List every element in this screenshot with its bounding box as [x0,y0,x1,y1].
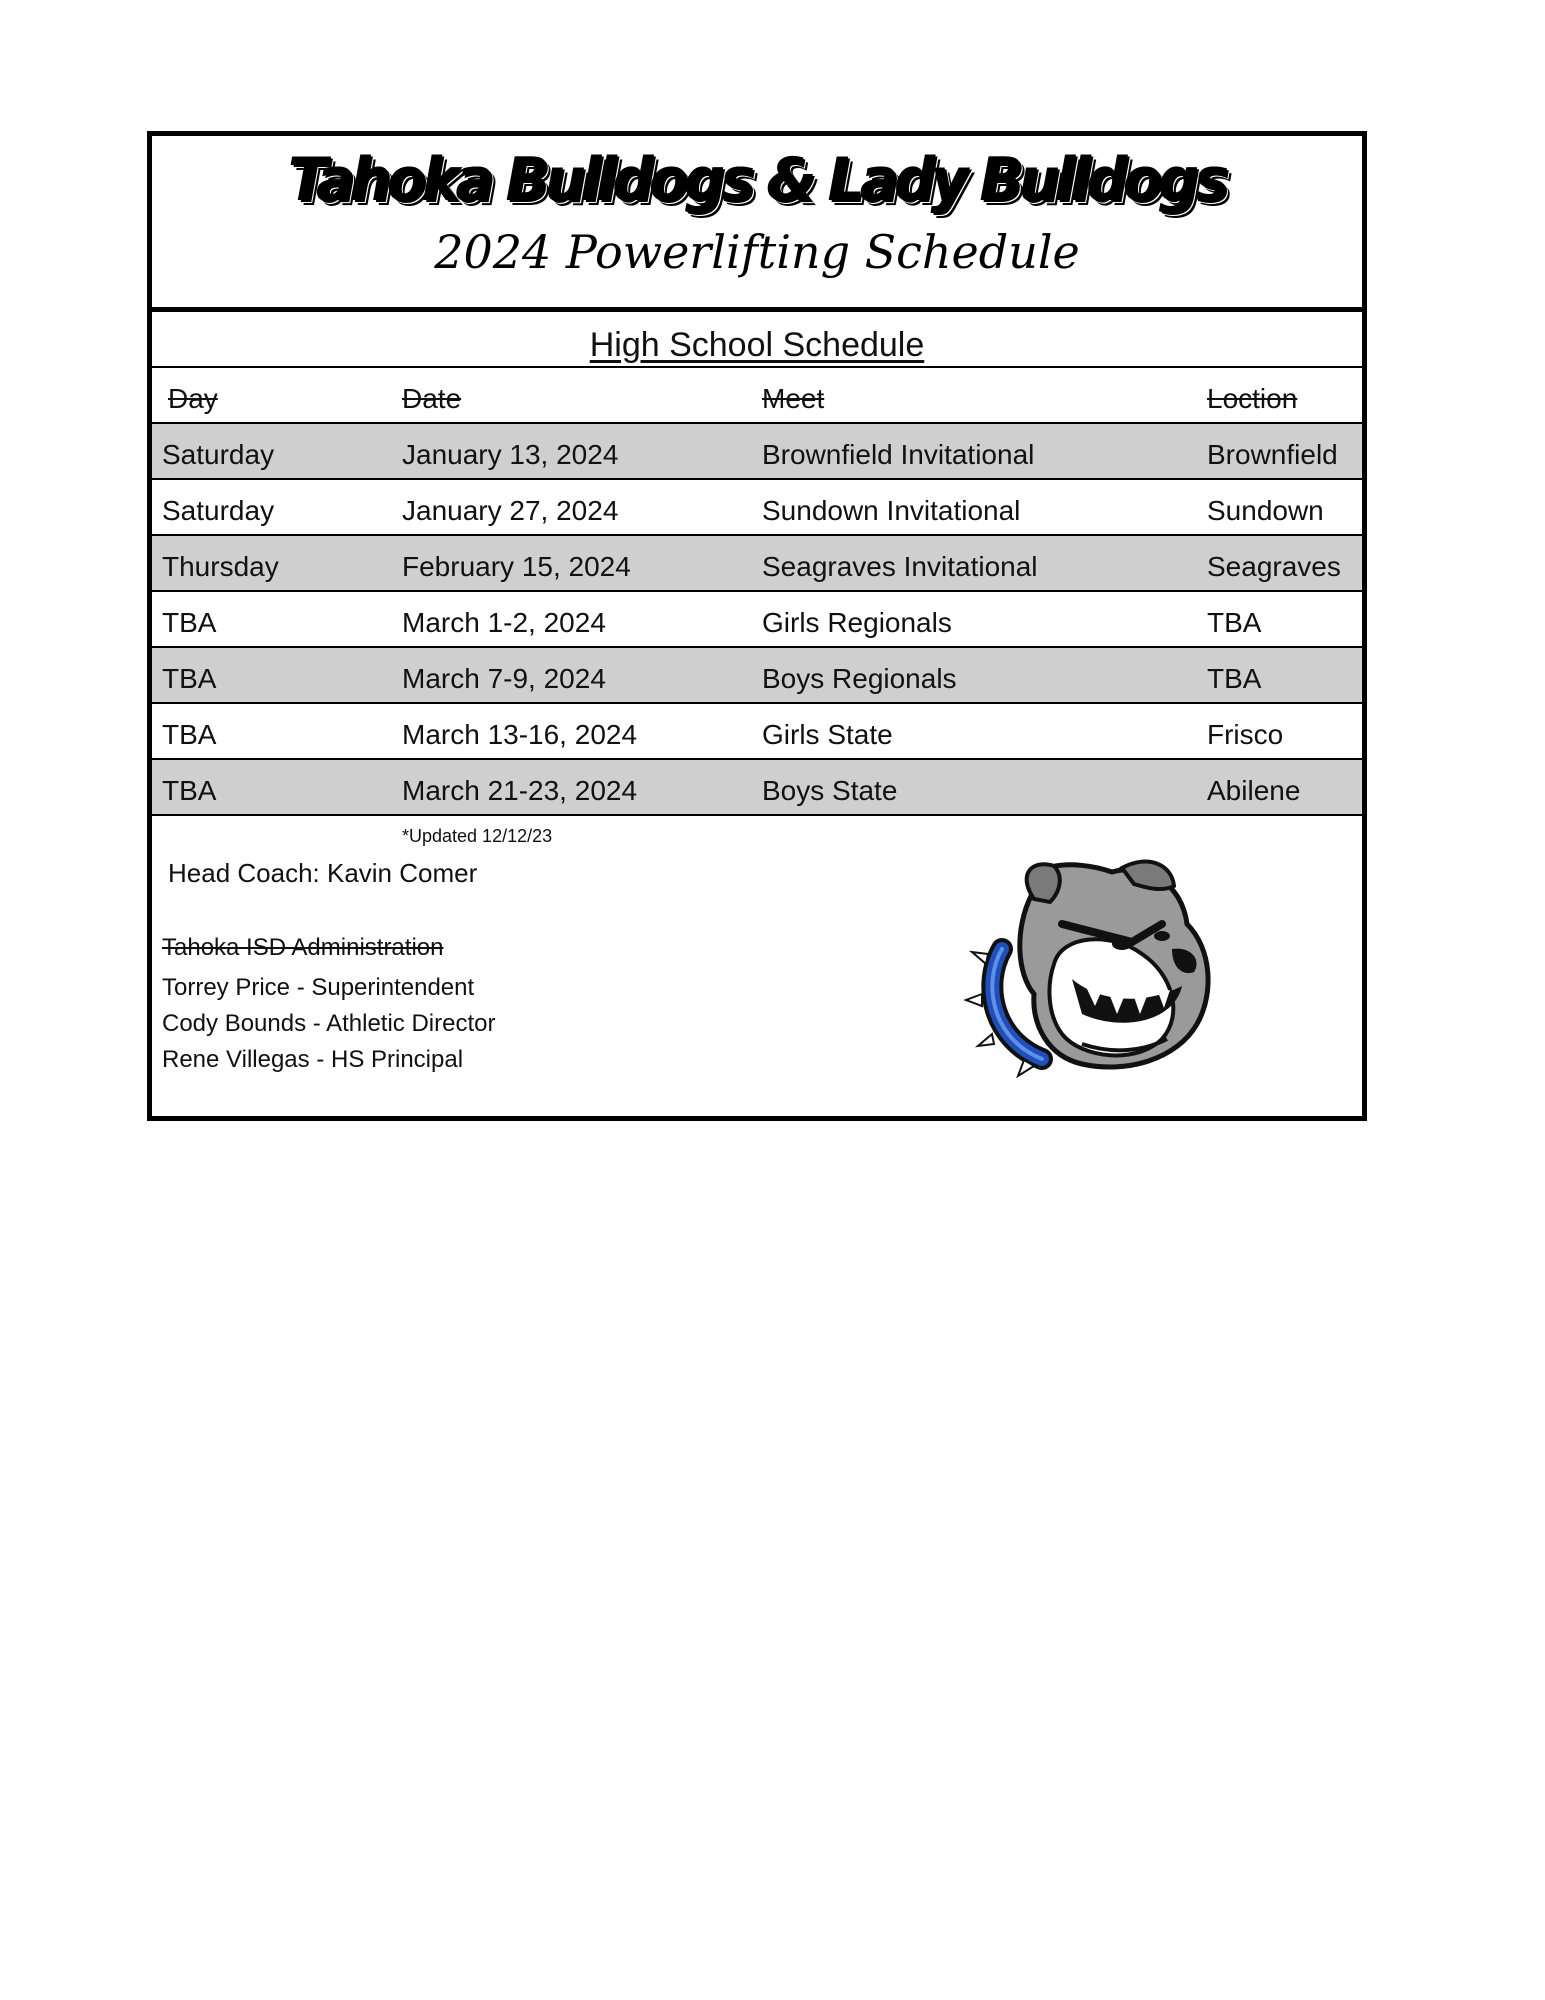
page-subtitle: 2024 Powerlifting Schedule [434,225,1080,279]
cell-day: TBA [162,719,217,750]
column-header-location: Loction [1207,383,1298,414]
section-title-text: High School Schedule [589,326,925,364]
cell-day: Saturday [162,495,275,526]
column-header-meet: Meet [762,383,825,414]
cell-day: Saturday [162,439,275,470]
administration-list [162,970,495,1078]
cell-day: TBA [162,775,217,806]
cell-day: Thursday [162,551,279,582]
column-header-date: Date [402,383,462,414]
administration-member: Rene Villegas - HS Principal [162,1046,464,1073]
cell-meet: Sundown Invitational [762,495,1021,526]
updated-note: *Updated 12/12/23 [402,826,553,846]
cell-location: Frisco [1207,719,1284,750]
table-row [152,704,1362,760]
table-row [152,760,1362,816]
cell-day: TBA [162,607,217,638]
cell-location: Brownfield [1207,439,1338,470]
bulldog-mascot-icon [962,854,1222,1094]
cell-date: January 13, 2024 [402,439,619,470]
cell-date: March 7-9, 2024 [402,663,606,694]
cell-meet: Girls Regionals [762,607,952,638]
cell-day: TBA [162,663,217,694]
table-header-row [152,368,1362,424]
cell-date: March 21-23, 2024 [402,775,638,806]
cell-location: Seagraves [1207,551,1341,582]
table-row [152,592,1362,648]
schedule-frame [147,131,1367,1121]
cell-meet: Seagraves Invitational [762,551,1038,582]
column-header-day: Day [168,383,218,414]
cell-meet: Boys State [762,775,898,806]
cell-location: TBA [1207,607,1262,638]
administration-heading: Tahoka ISD Administration [162,934,444,961]
cell-date: February 15, 2024 [402,551,631,582]
table-row [152,480,1362,536]
administration-member: Torrey Price - Superintendent [162,974,475,1001]
administration-member: Cody Bounds - Athletic Director [162,1010,496,1037]
table-row [152,536,1362,592]
cell-meet: Girls State [762,719,893,750]
cell-location: TBA [1207,663,1262,694]
cell-meet: Boys Regionals [762,663,957,694]
cell-location: Abilene [1207,775,1301,806]
schedule-header [152,136,1362,312]
head-coach: Head Coach: Kavin Comer [168,858,478,888]
cell-date: March 13-16, 2024 [402,719,638,750]
section-title [152,312,1362,368]
cell-meet: Brownfield Invitational [762,439,1035,470]
table-row [152,424,1362,480]
schedule-table [152,368,1362,816]
cell-date: March 1-2, 2024 [402,607,606,638]
cell-date: January 27, 2024 [402,495,619,526]
cell-location: Sundown [1207,495,1324,526]
table-row [152,648,1362,704]
page-title: Tahoka Bulldogs & Lady Bulldogs [288,145,1226,215]
